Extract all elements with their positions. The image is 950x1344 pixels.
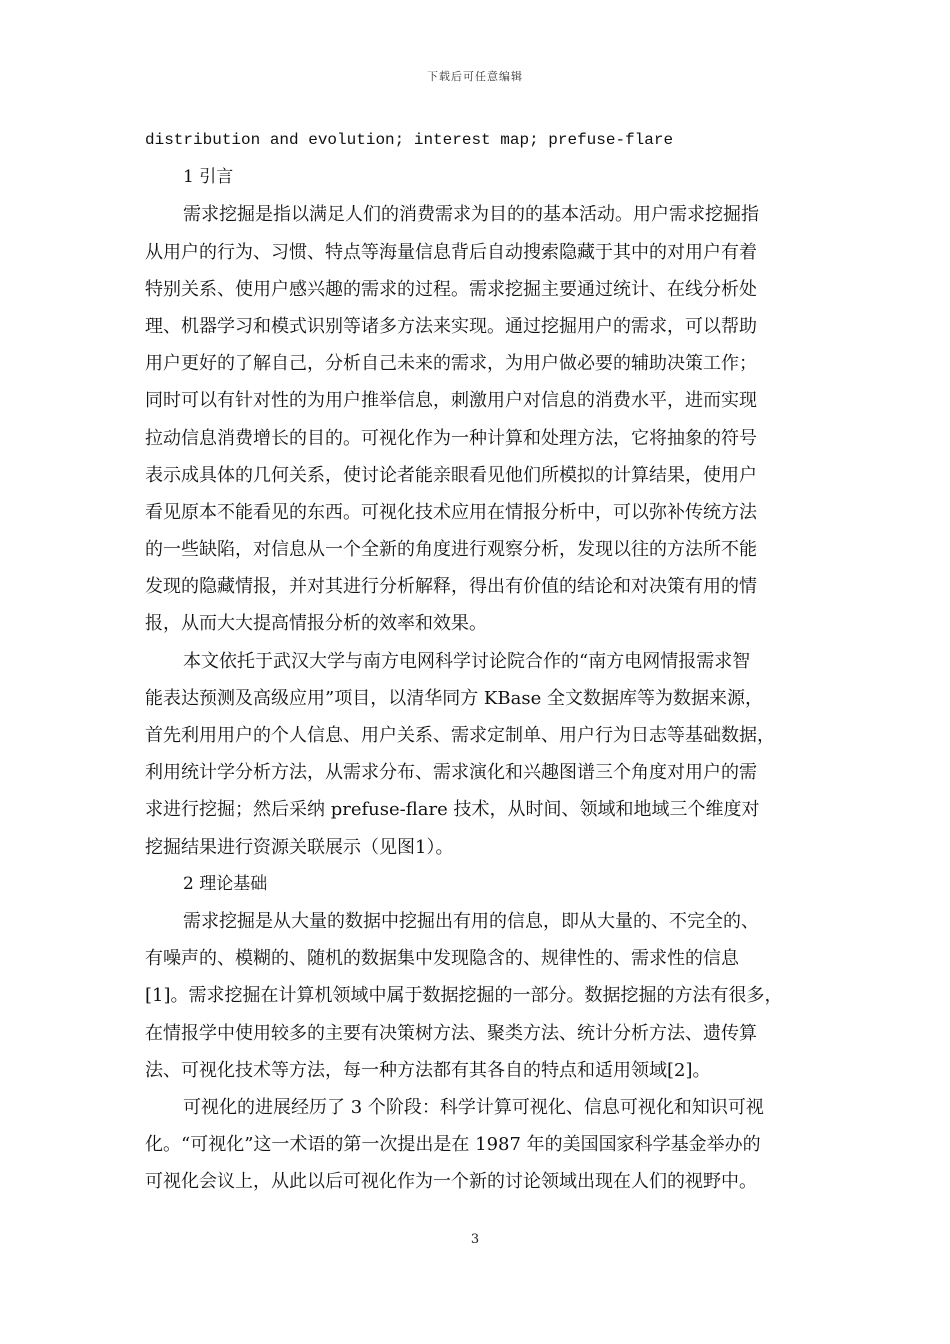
document-body (145, 122, 817, 1200)
text-line: 看见原本不能看见的东西。可视化技术应用在情报分析中，可以弥补传统方法 (145, 501, 757, 523)
text-line: 化。“可视化”这一术语的第一次提出是在 1987 年的美国国家科学基金举办的 (145, 1134, 761, 1156)
text-line: 同时可以有针对性的为用户推举信息，刺激用户对信息的消费水平，进而实现 (145, 390, 757, 412)
text-line: 在情报学中使用较多的主要有决策树方法、聚类方法、统计分析方法、遗传算 (145, 1022, 757, 1044)
text-line: 发现的隐藏情报，并对其进行分析解释，得出有价值的结论和对决策有用的情 (145, 576, 757, 598)
text-line: 需求挖掘是从大量的数据中挖掘出有用的信息，即从大量的、不完全的、 (183, 910, 759, 932)
text-line: 首先利用用户的个人信息、用户关系、需求定制单、用户行为日志等基础数据， (145, 725, 775, 746)
text-line: 报，从而大大提高情报分析的效率和效果。 (145, 613, 487, 635)
paragraph-introduction-2 (145, 643, 817, 866)
text-line: 需求挖掘是指以满足人们的消费需求为目的的基本活动。用户需求挖掘指 (183, 204, 759, 226)
keywords-line: distribution and evolution; interest map; prefuse-flare (145, 131, 674, 149)
text-line: 可视化会议上，从此以后可视化作为一个新的讨论领域出现在人们的视野中。 (145, 1171, 757, 1193)
paragraph-introduction-1 (145, 196, 817, 642)
text-line: 从用户的行为、习惯、特点等海量信息背后自动搜索隐藏于其中的对用户有着 (145, 241, 757, 263)
text-line: 表示成具体的几何关系，使讨论者能亲眼看见他们所模拟的计算结果，使用户 (145, 464, 757, 486)
text-line: 求进行挖掘；然后采纳 prefuse-flare 技术，从时间、领域和地域三个维度对 (145, 799, 760, 821)
section-heading-theory: 2 理论基础 (183, 873, 268, 894)
text-line: 本文依托于武汉大学与南方电网科学讨论院合作的“南方电网情报需求智 (183, 650, 751, 672)
text-line: 挖掘结果进行资源关联展示（见图1）。 (145, 836, 454, 858)
page-header: 下载后可任意编辑 (427, 70, 523, 83)
text-line: 用户更好的了解自己，分析自己未来的需求，为用户做必要的辅助决策工作； (145, 353, 757, 375)
section-heading-introduction: 1 引言 (183, 167, 234, 188)
text-line: 法、可视化技术等方法，每一种方法都有其各自的特点和适用领域[2]。 (145, 1059, 711, 1081)
text-line: 可视化的进展经历了 3 个阶段：科学计算可视化、信息可视化和知识可视 (183, 1096, 764, 1118)
text-line: 利用统计学分析方法，从需求分布、需求演化和兴趣图谱三个角度对用户的需 (145, 762, 757, 784)
text-line: 有噪声的、模糊的、随机的数据集中发现隐含的、规律性的、需求性的信息 (145, 948, 739, 970)
text-line: [1]。需求挖掘在计算机领域中属于数据挖掘的一部分。数据挖掘的方法有很多， (145, 985, 783, 1007)
paragraph-theory-1 (145, 903, 817, 1089)
text-line: 拉动信息消费增长的目的。可视化作为一种计算和处理方法，它将抽象的符号 (145, 427, 757, 449)
text-line: 理、机器学习和模式识别等诸多方法来实现。通过挖掘用户的需求，可以帮助 (145, 315, 757, 337)
page-number: 3 (470, 1232, 480, 1247)
paragraph-theory-2 (145, 1089, 817, 1201)
text-line: 能表达预测及高级应用”项目，以清华同方 KBase 全文数据库等为数据来源， (145, 687, 763, 709)
text-line: 的一些缺陷，对信息从一个全新的角度进行观察分析，发现以往的方法所不能 (145, 539, 757, 561)
text-line: 特别关系、使用户感兴趣的需求的过程。需求挖掘主要通过统计、在线分析处 (145, 278, 757, 300)
